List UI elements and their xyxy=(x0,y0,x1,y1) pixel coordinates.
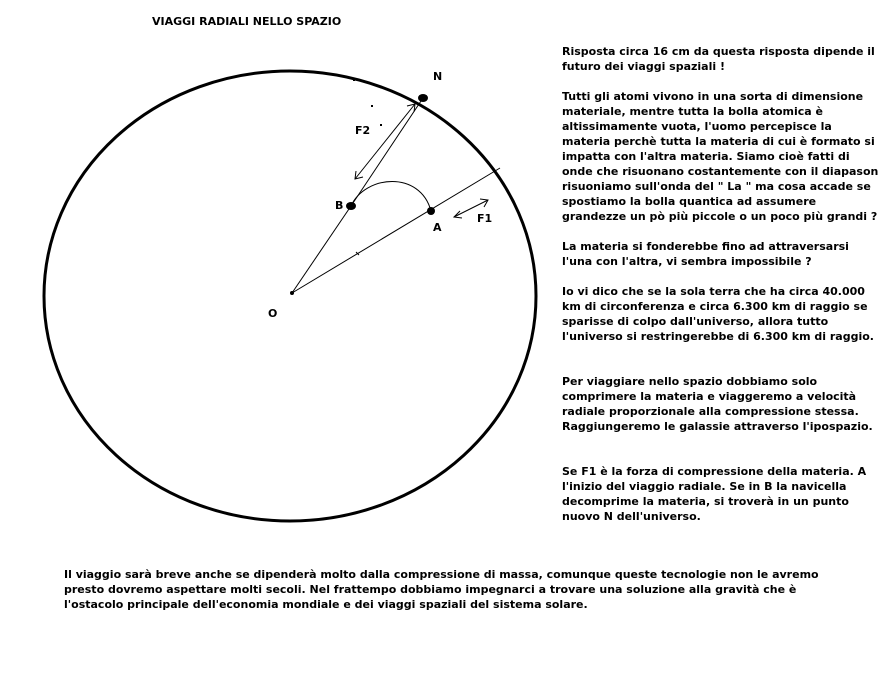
label-f2: F2 xyxy=(355,124,371,137)
paragraph-f1: Se F1 è la forza di compressione della materia. A l'inizio del viaggio radiale. Se in B la navicella decomprime la materia, si troverà in un punto nuovo N dell'universo. xyxy=(562,465,867,523)
paragraph-travel: Per viaggiare nello spazio dobbiamo solo comprimere la materia e viaggeremo a velocità radiale proporzionale alla compressione stessa. Raggiungeremo le galassie attraverso l'ipospazio. xyxy=(562,375,873,433)
stray-dot xyxy=(353,79,355,81)
label-a: A xyxy=(433,221,442,234)
stray-dot xyxy=(371,105,373,107)
label-n: N xyxy=(433,70,443,83)
point-a xyxy=(427,207,435,215)
point-n xyxy=(418,94,428,102)
label-f1: F1 xyxy=(477,212,493,225)
explanation-text xyxy=(562,44,880,524)
page-title: VIAGGI RADIALI NELLO SPAZIO xyxy=(152,15,342,28)
point-o xyxy=(290,291,294,295)
paragraph-atoms: Tutti gli atomi vivono in una sorta di dimensione materiale, mentre tutta la bolla atomica è altissimamente vuota, l'uomo percepisce la materia perchè tutta la materia di cui è formato si impatta con l'altra materia. Siamo cioè fatti di onde che risuonano costantemente con il diapason risuoniamo sull'onda del " La " ma cosa accade se spostiamo la bolla quantica ad assumere grandezze un pò più piccole o un poco più grandi ? xyxy=(562,90,879,223)
paragraph-matter: La materia si fonderebbe fino ad attraversarsi l'una con l'altra, vi sembra impossibile ? xyxy=(562,240,849,268)
line-o-b xyxy=(292,206,351,293)
arc-b-a xyxy=(351,182,431,212)
f2-arrow-icon xyxy=(355,104,415,179)
label-o: O xyxy=(268,307,278,320)
point-b xyxy=(346,202,356,210)
paragraph-earth: Io vi dico che se la sola terra che ha circa 40.000 km di circonferenza e circa 6.300 km di raggio se sparisse di colpo dall'universo, allora tutto l'universo si restringerebbe di 6.300 km di raggio. xyxy=(562,285,874,343)
stray-dot xyxy=(380,124,382,126)
line-o-a-extended xyxy=(292,168,500,293)
universe-circle xyxy=(44,71,536,521)
line-b-n xyxy=(351,98,423,206)
conclusion-text: Il viaggio sarà breve anche se dipenderà molto dalla compressione di massa, comunque queste tecnologie non le avremo presto dovremo aspettare molti secoli. Nel frattempo dobbiamo impegnarci a trovare una soluzione alla gravità che è l'ostacolo principale dell'economia mondiale e dei viaggi spaziali del sistema solare. xyxy=(64,568,819,611)
paragraph-answer: Risposta circa 16 cm da questa risposta dipende il futuro dei viaggi spaziali ! xyxy=(562,45,875,73)
label-b: B xyxy=(335,199,344,212)
